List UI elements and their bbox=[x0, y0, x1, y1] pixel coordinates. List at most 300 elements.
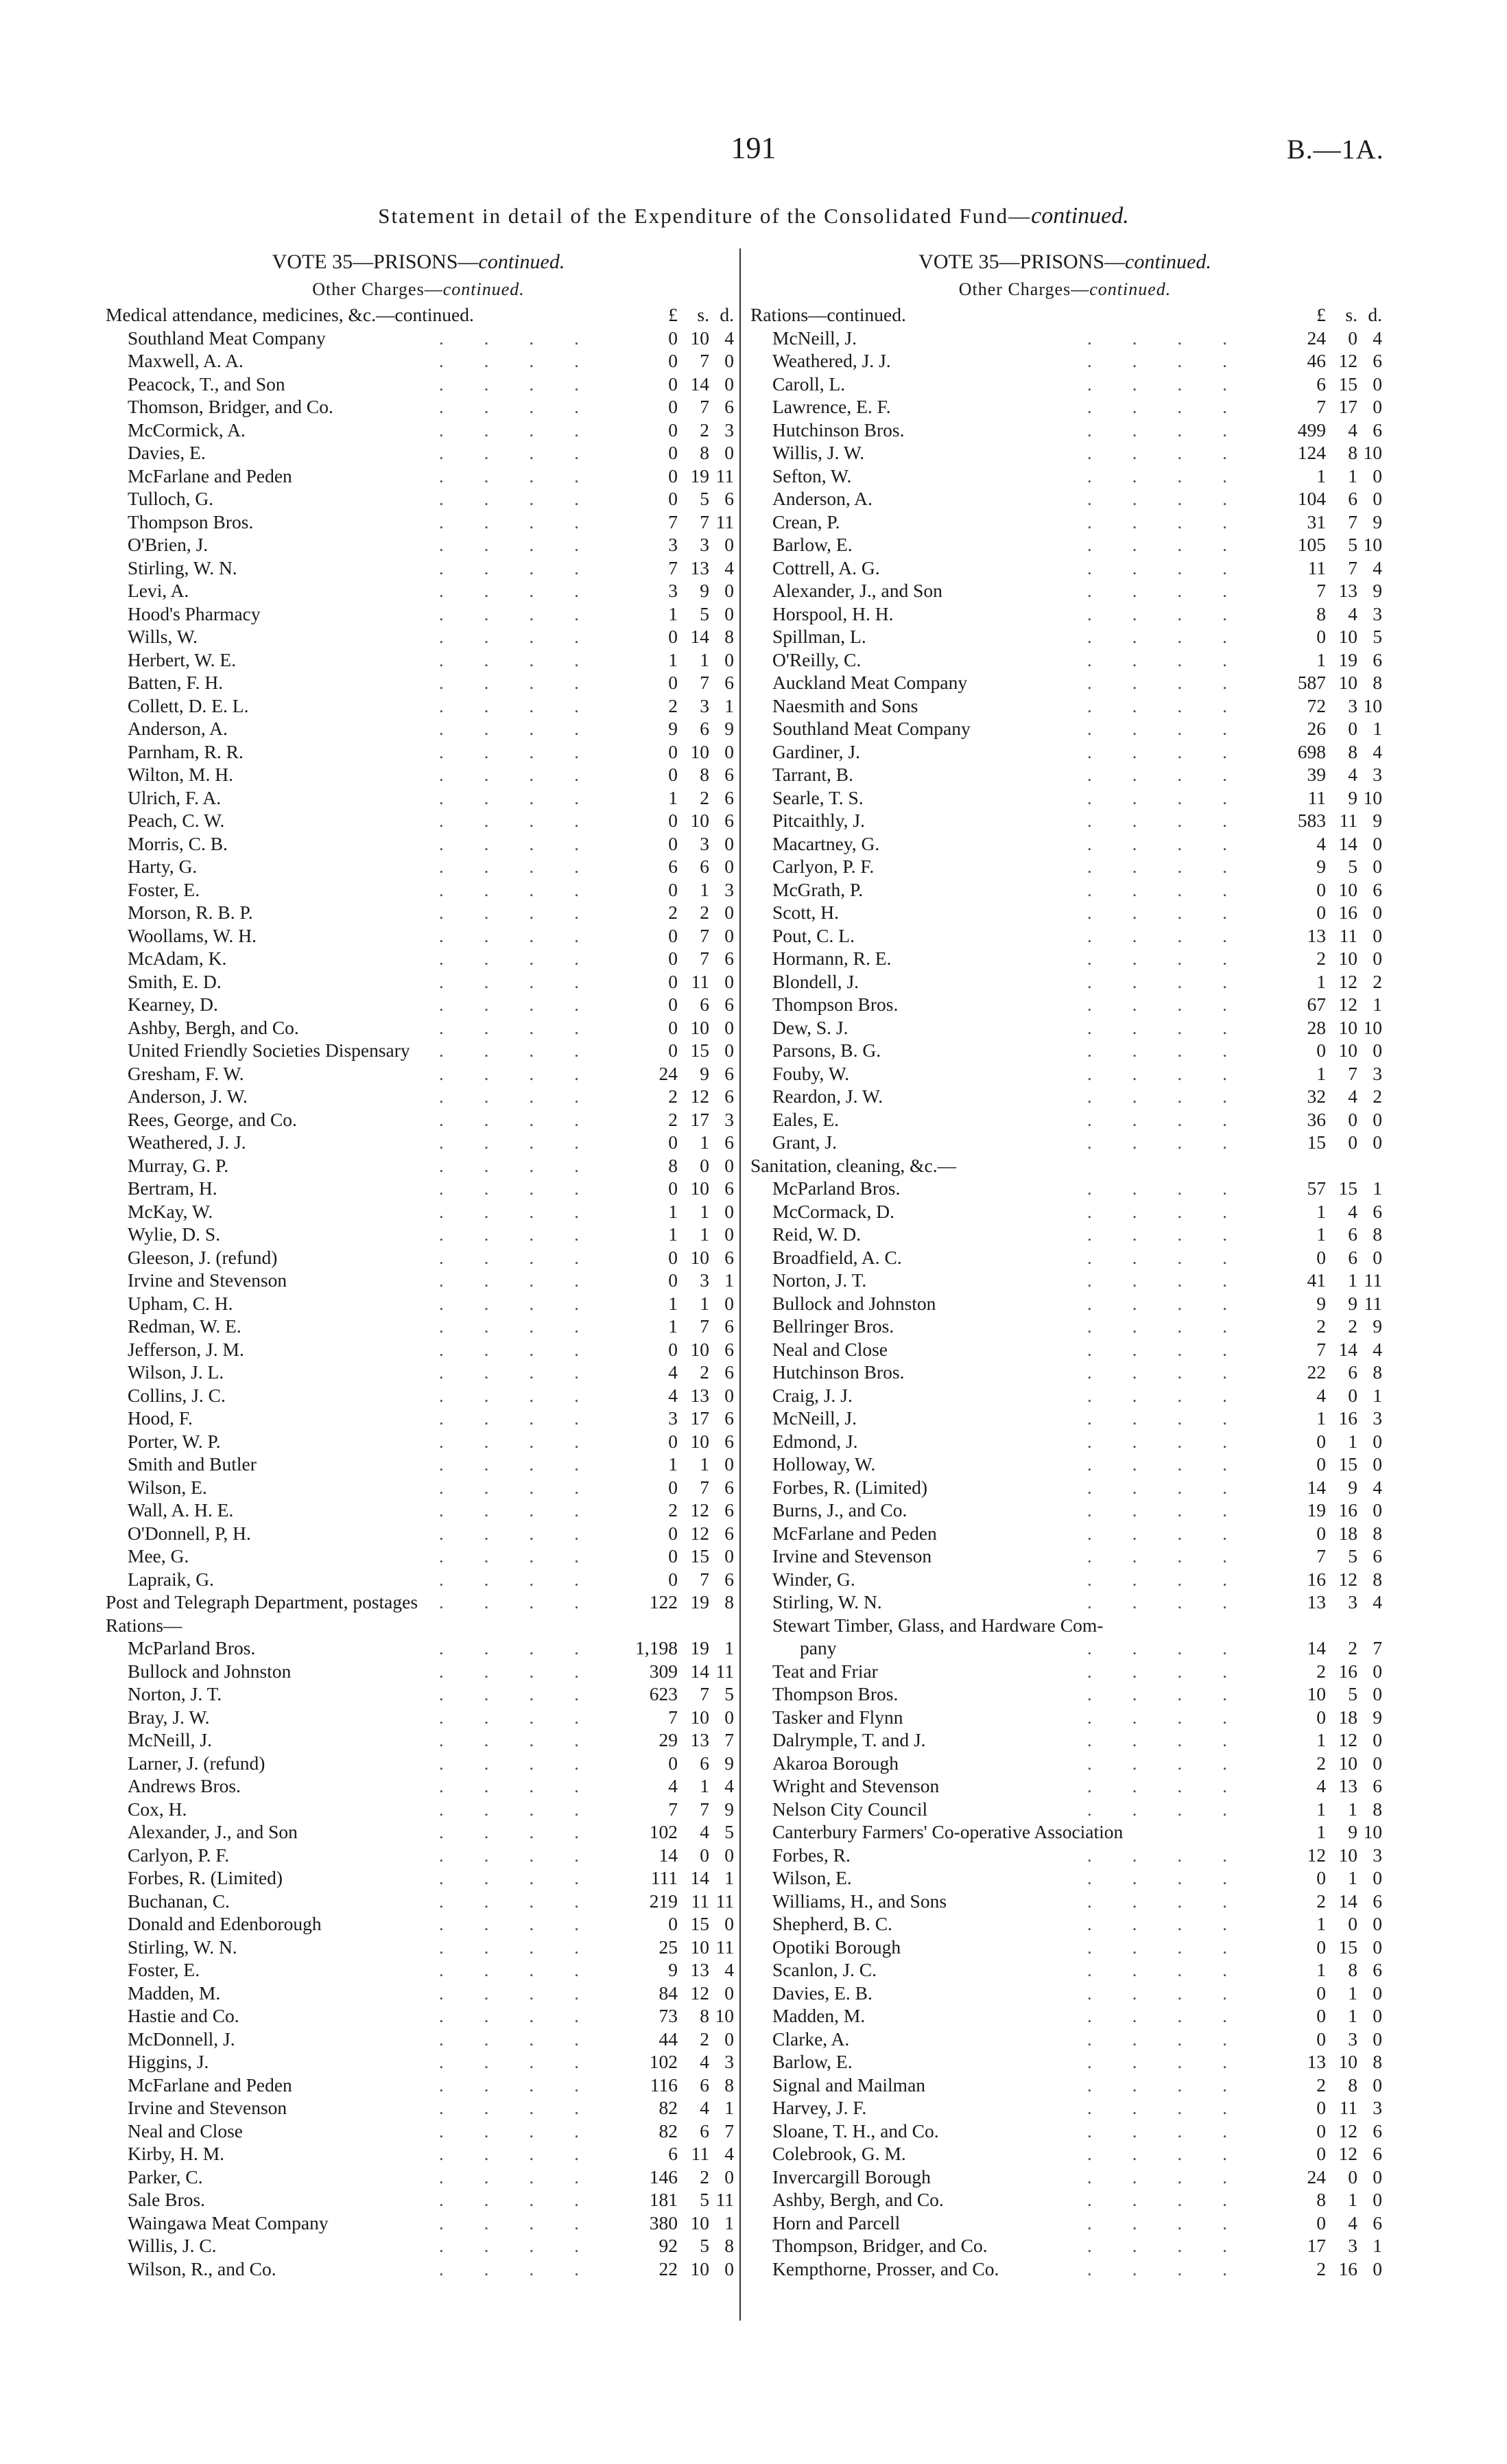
shillings-value: 16 bbox=[1338, 1499, 1357, 1521]
expenditure-row bbox=[103, 349, 734, 373]
payee-name: Neal and Close bbox=[128, 2120, 244, 2142]
payee-name: Irvine and Stevenson bbox=[128, 1269, 287, 1291]
shillings-value: 3 bbox=[1348, 1591, 1357, 1612]
expenditure-row bbox=[748, 1292, 1382, 1315]
shillings-value: 10 bbox=[690, 740, 709, 762]
shillings-value: 10 bbox=[690, 1246, 709, 1268]
payee-name: Canterbury Farmers' Co-operative Association bbox=[772, 1821, 1124, 1842]
expenditure-row bbox=[103, 1430, 734, 1453]
leader-dots: . . . . bbox=[1087, 534, 1245, 555]
pounds-value: 1 bbox=[1316, 1913, 1326, 1934]
payee-name: Barlow, E. bbox=[772, 2051, 853, 2072]
expenditure-row bbox=[748, 832, 1382, 856]
leader-dots: . . . . bbox=[438, 1798, 597, 1820]
pence-value: 0 bbox=[1373, 2028, 1382, 2050]
pence-value: 0 bbox=[724, 580, 734, 601]
shillings-value: 7 bbox=[700, 1476, 709, 1498]
shillings-value: 11 bbox=[691, 970, 709, 992]
payee-name: Parker, C. bbox=[128, 2166, 203, 2187]
shillings-value: 7 bbox=[700, 1683, 709, 1704]
pounds-value: 0 bbox=[1316, 2028, 1326, 2050]
pence-value: 7 bbox=[724, 2120, 734, 2142]
pence-value: 0 bbox=[1373, 1660, 1382, 1682]
pounds-value: 1 bbox=[1316, 1729, 1326, 1750]
pence-value: 11 bbox=[1364, 1292, 1382, 1314]
amount bbox=[1259, 924, 1382, 948]
shillings-value: 14 bbox=[690, 373, 709, 395]
leader-dots: . . . . bbox=[1087, 924, 1245, 946]
payee-name: Smith and Butler bbox=[128, 1453, 257, 1475]
leader-dots: . . . . bbox=[438, 786, 597, 808]
other-charges-suffix: continued. bbox=[442, 279, 525, 299]
amount bbox=[610, 349, 734, 373]
pounds-value: 4 bbox=[668, 1775, 678, 1796]
pounds-value: 14 bbox=[658, 1844, 678, 1866]
payee-name: Smith, E. D. bbox=[128, 970, 222, 992]
amount bbox=[1259, 487, 1382, 511]
shillings-value: 10 bbox=[1338, 672, 1357, 693]
payee-name: Carlyon, P. F. bbox=[128, 1844, 230, 1866]
shillings-value: 13 bbox=[690, 1729, 709, 1750]
payee-name: Wall, A. H. E. bbox=[128, 1499, 234, 1521]
amount bbox=[1259, 2050, 1382, 2074]
expenditure-row bbox=[748, 970, 1382, 994]
payee-name: Cox, H. bbox=[128, 1798, 187, 1820]
pounds-value: 2 bbox=[1316, 2074, 1326, 2096]
amount bbox=[610, 1545, 734, 1568]
amount bbox=[1259, 2188, 1382, 2211]
leader-dots: . . . . bbox=[1087, 672, 1245, 693]
leader-dots: . . . . bbox=[1087, 1269, 1245, 1291]
expenditure-row bbox=[103, 947, 734, 970]
amount bbox=[610, 1682, 734, 1706]
expenditure-row bbox=[748, 1200, 1382, 1223]
amount bbox=[610, 1269, 734, 1292]
pounds-value: 13 bbox=[1307, 1591, 1326, 1612]
payee-name: Collins, J. C. bbox=[128, 1384, 226, 1406]
expenditure-row bbox=[103, 1774, 734, 1798]
pounds-value: 8 bbox=[1316, 602, 1326, 624]
pounds-value: 122 bbox=[649, 1591, 678, 1612]
leader-dots: . . . . bbox=[438, 602, 597, 624]
expenditure-row bbox=[748, 740, 1382, 764]
leader-dots: . . . . bbox=[438, 1660, 597, 1682]
shillings-value: 7 bbox=[700, 350, 709, 371]
amount bbox=[610, 1154, 734, 1177]
shillings-value: 13 bbox=[1338, 1775, 1357, 1796]
pence-value: 6 bbox=[1373, 648, 1382, 670]
shillings-value: 2 bbox=[1348, 1315, 1357, 1337]
expenditure-row bbox=[748, 1636, 1382, 1660]
shillings-value: 0 bbox=[1348, 1108, 1357, 1130]
shillings-value: 1 bbox=[700, 1200, 709, 1222]
pence-value: 6 bbox=[1373, 2211, 1382, 2233]
shillings-value: 10 bbox=[690, 327, 709, 349]
leader-dots: . . . . bbox=[1087, 1476, 1245, 1498]
shillings-value: 15 bbox=[1338, 1936, 1357, 1958]
amount bbox=[610, 2257, 734, 2281]
leader-dots: . . . . bbox=[438, 2028, 597, 2050]
leader-dots: . . . . bbox=[438, 1361, 597, 1383]
payee-name: Woollams, W. H. bbox=[128, 924, 257, 946]
shillings-value: 5 bbox=[1348, 1683, 1357, 1704]
expenditure-row bbox=[103, 395, 734, 419]
leader-dots: . . . . bbox=[438, 1223, 597, 1245]
left-column bbox=[103, 248, 734, 2280]
payee-name: Foster, E. bbox=[128, 1959, 200, 1980]
shillings-value: 1 bbox=[1348, 1430, 1357, 1452]
page-number: 191 bbox=[731, 131, 776, 165]
pence-value: 0 bbox=[724, 1982, 734, 2004]
pounds-value: 2 bbox=[668, 1086, 678, 1107]
pence-value: 2 bbox=[1373, 970, 1382, 992]
amount bbox=[610, 1131, 734, 1154]
pence-value: 0 bbox=[1373, 902, 1382, 923]
amount bbox=[610, 1062, 734, 1086]
pounds-value: 1 bbox=[1316, 1959, 1326, 1980]
leader-dots: . . . . bbox=[438, 2189, 597, 2210]
leader-dots: . . . . bbox=[438, 1108, 597, 1130]
payee-name: Stewart Timber, Glass, and Hardware Com- bbox=[772, 1614, 1104, 1636]
expenditure-row bbox=[748, 465, 1382, 488]
pounds-value: 9 bbox=[1316, 856, 1326, 877]
payee-name: Waingawa Meat Company bbox=[128, 2211, 329, 2233]
pence-value: 0 bbox=[724, 1223, 734, 1245]
pence-value: 0 bbox=[724, 1200, 734, 1222]
pounds-value: 82 bbox=[658, 2097, 678, 2118]
leader-dots: . . . . bbox=[1087, 1384, 1245, 1406]
pounds-value: 46 bbox=[1307, 350, 1326, 371]
amount bbox=[1259, 1292, 1382, 1315]
payee-name: Dalrymple, T. and J. bbox=[772, 1729, 926, 1750]
amount bbox=[610, 1499, 734, 1522]
amount bbox=[610, 1453, 734, 1476]
amount bbox=[1259, 1499, 1382, 1522]
shillings-value: 17 bbox=[690, 1108, 709, 1130]
expenditure-row bbox=[103, 1890, 734, 1913]
pounds-value: 0 bbox=[668, 442, 678, 463]
section-heading-row bbox=[748, 303, 1382, 327]
amount bbox=[610, 1338, 734, 1361]
shillings-value: 10 bbox=[1338, 948, 1357, 969]
shillings-value: 14 bbox=[1338, 1338, 1357, 1360]
amount bbox=[610, 1660, 734, 1683]
expenditure-row bbox=[748, 1062, 1382, 1086]
leader-dots: . . . . bbox=[438, 1913, 597, 1934]
payee-name: United Friendly Societies Dispensary bbox=[128, 1040, 410, 1061]
pence-value: 6 bbox=[724, 1062, 734, 1084]
shillings-value: 2 bbox=[1348, 1637, 1357, 1658]
expenditure-row bbox=[748, 1660, 1382, 1683]
amount bbox=[1259, 901, 1382, 924]
amount bbox=[610, 2004, 734, 2028]
pence-value: 5 bbox=[1373, 626, 1382, 647]
pence-value: 3 bbox=[724, 878, 734, 900]
amount bbox=[610, 1039, 734, 1062]
pounds-value: 7 bbox=[1316, 396, 1326, 417]
pence-value: 4 bbox=[1373, 1476, 1382, 1498]
pence-value: 0 bbox=[1373, 1683, 1382, 1704]
payee-name: Larner, J. (refund) bbox=[128, 1752, 265, 1774]
shillings-value: 1 bbox=[1348, 1798, 1357, 1820]
expenditure-row bbox=[103, 970, 734, 994]
pence-value: 0 bbox=[724, 856, 734, 877]
shillings-value: 3 bbox=[1348, 2235, 1357, 2256]
amount bbox=[610, 533, 734, 556]
pence-value: 11 bbox=[715, 1660, 734, 1682]
payee-name: Madden, M. bbox=[772, 2005, 866, 2026]
payee-name: Bullock and Johnston bbox=[772, 1292, 936, 1314]
amount bbox=[1259, 1890, 1382, 1913]
shillings-value: 0 bbox=[1348, 1384, 1357, 1406]
shillings-header: s. bbox=[1345, 304, 1357, 325]
leader-dots: . . . . bbox=[438, 1959, 597, 1980]
pounds-value: 0 bbox=[668, 1568, 678, 1590]
amount bbox=[1259, 373, 1382, 396]
pounds-value: 4 bbox=[1316, 832, 1326, 854]
pounds-value: 0 bbox=[668, 740, 678, 762]
amount bbox=[610, 465, 734, 488]
leader-dots: . . . . bbox=[438, 764, 597, 785]
pounds-value: 22 bbox=[658, 2257, 678, 2279]
pence-value: 4 bbox=[1373, 556, 1382, 578]
pence-value: 0 bbox=[724, 2028, 734, 2050]
section-heading-row bbox=[103, 303, 734, 327]
payee-name: Willis, J. W. bbox=[772, 442, 865, 463]
shillings-value: 3 bbox=[700, 832, 709, 854]
expenditure-row bbox=[748, 487, 1382, 511]
expenditure-row bbox=[748, 809, 1382, 832]
pence-value: 8 bbox=[1373, 1568, 1382, 1590]
pounds-value: 1 bbox=[668, 1453, 678, 1475]
expenditure-row bbox=[103, 625, 734, 648]
leader-dots: . . . . bbox=[438, 994, 597, 1015]
expenditure-row bbox=[103, 1866, 734, 1890]
pence-value: 6 bbox=[724, 1315, 734, 1337]
shillings-value: 10 bbox=[1338, 1752, 1357, 1774]
shillings-value: 5 bbox=[700, 2235, 709, 2256]
amount bbox=[1259, 511, 1382, 534]
pounds-value: 0 bbox=[1316, 1522, 1326, 1544]
pounds-value: 104 bbox=[1297, 488, 1326, 509]
payee-name: Scott, H. bbox=[772, 902, 840, 923]
section-heading-row bbox=[748, 1154, 1382, 1177]
expenditure-row bbox=[103, 441, 734, 465]
expenditure-row bbox=[748, 1384, 1382, 1407]
leader-dots: . . . . bbox=[438, 1867, 597, 1888]
pence-value: 8 bbox=[724, 2235, 734, 2256]
shillings-header: s. bbox=[697, 304, 709, 325]
expenditure-row bbox=[748, 1476, 1382, 1499]
leader-dots: . . . . bbox=[438, 740, 597, 762]
pounds-value: 8 bbox=[668, 1154, 678, 1176]
payee-name: McGrath, P. bbox=[772, 878, 864, 900]
payee-name: O'Reilly, C. bbox=[772, 648, 862, 670]
amount bbox=[1259, 1338, 1382, 1361]
expenditure-row bbox=[748, 1016, 1382, 1040]
amount bbox=[610, 327, 734, 350]
pence-value: 0 bbox=[724, 534, 734, 555]
leader-dots: . . . . bbox=[438, 1844, 597, 1866]
expenditure-row bbox=[103, 2096, 734, 2120]
leader-dots: . . . . bbox=[1087, 2189, 1245, 2210]
payee-name: Hutchinson Bros. bbox=[772, 419, 905, 441]
pence-value: 9 bbox=[724, 718, 734, 739]
pence-value: 8 bbox=[724, 1591, 734, 1612]
pounds-value: 309 bbox=[649, 1660, 678, 1682]
amount bbox=[610, 1177, 734, 1200]
expenditure-row bbox=[103, 1682, 734, 1706]
expenditure-row bbox=[748, 2120, 1382, 2143]
pounds-value: 11 bbox=[1307, 786, 1326, 808]
pounds-value: 2 bbox=[1316, 1890, 1326, 1912]
leader-dots: . . . . bbox=[1087, 1752, 1245, 1774]
payee-name: Reardon, J. W. bbox=[772, 1086, 883, 1107]
expenditure-row bbox=[748, 993, 1382, 1016]
vote-heading-suffix: continued. bbox=[478, 250, 565, 273]
amount bbox=[610, 1591, 734, 1614]
pence-value: 3 bbox=[724, 2051, 734, 2072]
pounds-value: 39 bbox=[1307, 764, 1326, 785]
expenditure-row bbox=[103, 763, 734, 786]
shillings-value: 4 bbox=[1348, 419, 1357, 441]
pounds-value: 0 bbox=[1316, 2005, 1326, 2026]
pence-value: 0 bbox=[1373, 1430, 1382, 1452]
pounds-value: 2 bbox=[1316, 2257, 1326, 2279]
pence-value: 0 bbox=[1373, 1752, 1382, 1774]
leader-dots: . . . . bbox=[1087, 1430, 1245, 1452]
shillings-value: 11 bbox=[1339, 924, 1357, 946]
pence-value: 0 bbox=[724, 648, 734, 670]
shillings-value: 9 bbox=[1348, 1476, 1357, 1498]
expenditure-row bbox=[748, 1936, 1382, 1959]
pence-value: 11 bbox=[715, 2189, 734, 2210]
shillings-value: 1 bbox=[700, 878, 709, 900]
shillings-value: 4 bbox=[700, 1821, 709, 1842]
expenditure-row bbox=[748, 556, 1382, 580]
vote-heading bbox=[103, 248, 734, 276]
amount bbox=[610, 763, 734, 786]
expenditure-row bbox=[103, 924, 734, 948]
pounds-value: 0 bbox=[1316, 2097, 1326, 2118]
expenditure-row bbox=[748, 717, 1382, 740]
amount bbox=[1259, 1430, 1382, 1453]
leader-dots: . . . . bbox=[1087, 2143, 1245, 2164]
pounds-value: 2 bbox=[1316, 1315, 1326, 1337]
leader-dots: . . . . bbox=[438, 2074, 597, 2096]
pounds-value: 0 bbox=[668, 1430, 678, 1452]
leader-dots: . . . . bbox=[1087, 1246, 1245, 1268]
payee-name: McFarlane and Peden bbox=[772, 1522, 937, 1544]
shillings-value: 10 bbox=[1338, 1844, 1357, 1866]
payee-name: Forbes, R. (Limited) bbox=[128, 1867, 283, 1888]
expenditure-row bbox=[748, 1131, 1382, 1154]
leader-dots: . . . . bbox=[438, 810, 597, 831]
payee-name: Murray, G. P. bbox=[128, 1154, 229, 1176]
amount bbox=[610, 1774, 734, 1798]
amount bbox=[610, 1016, 734, 1040]
shillings-value: 10 bbox=[690, 2257, 709, 2279]
expenditure-row bbox=[103, 556, 734, 580]
amount bbox=[1259, 671, 1382, 694]
pounds-value: 6 bbox=[668, 856, 678, 877]
amount bbox=[1259, 648, 1382, 672]
vote-heading-suffix: continued. bbox=[1125, 250, 1211, 273]
payee-name: Sefton, W. bbox=[772, 465, 852, 486]
leader-dots: . . . . bbox=[1087, 1775, 1245, 1796]
pence-value: 0 bbox=[1373, 1867, 1382, 1888]
expenditure-row bbox=[103, 1453, 734, 1476]
pounds-value: 4 bbox=[1316, 1384, 1326, 1406]
expenditure-row bbox=[103, 1499, 734, 1522]
leader-dots: . . . . bbox=[438, 856, 597, 877]
amount bbox=[1259, 1958, 1382, 1982]
other-charges-text: Other Charges— bbox=[312, 279, 443, 299]
amount bbox=[610, 395, 734, 419]
leader-dots: . . . . bbox=[1087, 1867, 1245, 1888]
payee-name: Barlow, E. bbox=[772, 534, 853, 555]
pounds-value: 28 bbox=[1307, 1016, 1326, 1038]
amount bbox=[1259, 1545, 1382, 1568]
payee-name: Gresham, F. W. bbox=[128, 1062, 244, 1084]
shillings-value: 10 bbox=[690, 2211, 709, 2233]
amount bbox=[1259, 349, 1382, 373]
amount bbox=[1259, 1108, 1382, 1131]
leader-dots: . . . . bbox=[438, 1246, 597, 1268]
expenditure-row bbox=[748, 1039, 1382, 1062]
pounds-value: 24 bbox=[1307, 327, 1326, 349]
shillings-value: 6 bbox=[700, 856, 709, 877]
payee-name: McNeill, J. bbox=[772, 1407, 857, 1429]
pence-value: 0 bbox=[724, 1154, 734, 1176]
pence-value: 0 bbox=[1373, 1913, 1382, 1934]
payee-name: Anderson, A. bbox=[128, 718, 228, 739]
expenditure-row bbox=[748, 2234, 1382, 2257]
payee-name: Signal and Mailman bbox=[772, 2074, 926, 2096]
payee-name: Forbes, R. bbox=[772, 1844, 851, 1866]
pounds-value: 0 bbox=[1316, 2143, 1326, 2164]
amount bbox=[610, 1246, 734, 1269]
pence-value: 6 bbox=[724, 948, 734, 969]
amount bbox=[610, 2050, 734, 2074]
amount bbox=[1259, 2096, 1382, 2120]
pence-value: 6 bbox=[1373, 1959, 1382, 1980]
payee-name: Rees, George, and Co. bbox=[128, 1108, 297, 1130]
payee-name: Winder, G. bbox=[772, 1568, 855, 1590]
expenditure-row bbox=[103, 2028, 734, 2051]
expenditure-row bbox=[748, 2188, 1382, 2211]
leader-dots: . . . . bbox=[1087, 1200, 1245, 1222]
leader-dots: . . . . bbox=[1087, 511, 1245, 532]
pounds-value: 0 bbox=[668, 327, 678, 349]
leader-dots: . . . . bbox=[1087, 1407, 1245, 1429]
pence-value: 4 bbox=[1373, 1338, 1382, 1360]
expenditure-row bbox=[748, 1682, 1382, 1706]
amount bbox=[1259, 602, 1382, 626]
leader-dots: . . . . bbox=[438, 2211, 597, 2233]
pence-value: 0 bbox=[724, 970, 734, 992]
pounds-value: 67 bbox=[1307, 994, 1326, 1015]
amount bbox=[610, 717, 734, 740]
leader-dots: . . . . bbox=[1087, 948, 1245, 969]
payee-name: Porter, W. P. bbox=[128, 1430, 221, 1452]
shillings-value: 2 bbox=[700, 786, 709, 808]
amount bbox=[1259, 970, 1382, 994]
pounds-value: 698 bbox=[1297, 740, 1326, 762]
shillings-value: 2 bbox=[700, 902, 709, 923]
expenditure-row bbox=[103, 1062, 734, 1086]
payee-name: Thompson Bros. bbox=[128, 511, 254, 532]
